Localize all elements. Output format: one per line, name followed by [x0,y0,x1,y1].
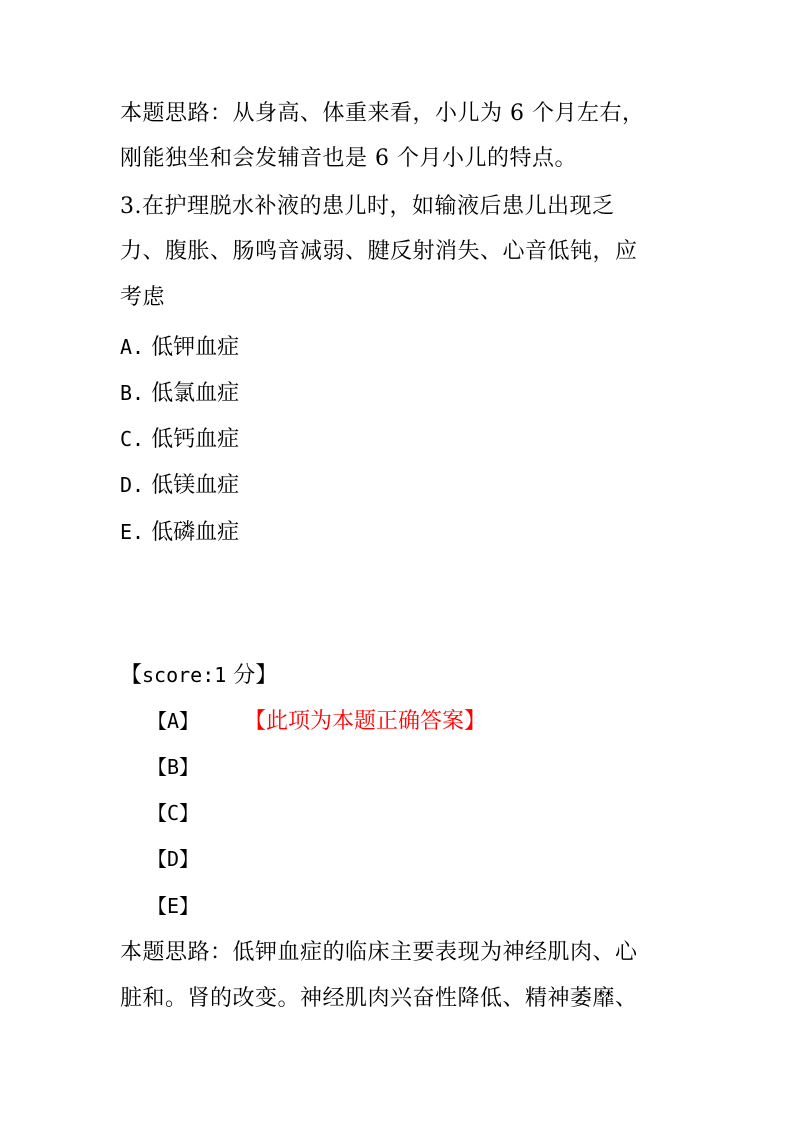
answer-row-b [147,752,199,783]
answer-a-label: 【A】 [147,709,200,733]
option-e-letter: E. [120,520,145,544]
score-open-bracket: 【 [120,663,143,688]
answer-b-label: 【B】 [147,755,200,779]
option-e-text: 低磷血症 [151,520,240,545]
answer-row-c [147,798,199,829]
prev-explanation-line-1: 本题思路：从身高、体重来看，小儿为 6 个月左右， [120,101,645,126]
option-c-text: 低钙血症 [151,427,240,452]
option-c-letter: C. [120,427,145,451]
explanation-line-2: 脏和。肾的改变。神经肌肉兴奋性降低、精神萎靡、 [120,986,638,1011]
correct-answer-note: 【此项为本题正确答案】 [244,709,487,734]
option-c [120,424,239,455]
score-label: score:1 [142,663,227,687]
answer-d-label: 【D】 [147,847,200,871]
question-line-1: 3.在护理脱水补液的患儿时，如输液后患儿出现乏 [120,194,615,219]
option-a [120,332,239,363]
option-d-text: 低镁血症 [151,473,240,498]
option-b-letter: B. [120,381,145,405]
answer-row-d [147,844,199,875]
question-line-3: 考虑 [120,285,166,310]
question-line-2: 力、腹胀、肠鸣音减弱、腱反射消失、心音低钝，应 [120,239,638,264]
score-line [120,660,277,691]
option-b [120,378,239,409]
answer-c-label: 【C】 [147,801,200,825]
option-a-text: 低钾血症 [151,335,240,360]
option-d-letter: D. [120,473,145,497]
score-unit: 分 [226,663,256,688]
explanation-line-1: 本题思路：低钾血症的临床主要表现为神经肌肉、心 [120,940,638,965]
option-b-text: 低氯血症 [151,381,240,406]
prev-explanation-line-2: 刚能独坐和会发辅音也是 6 个月小儿的特点。 [120,146,577,171]
answer-row-a [147,706,486,737]
score-close-bracket: 】 [255,663,278,688]
answer-row-e [147,891,199,922]
option-d [120,470,239,501]
answer-e-label: 【E】 [147,894,200,918]
option-e [120,517,239,548]
option-a-letter: A. [120,335,145,359]
